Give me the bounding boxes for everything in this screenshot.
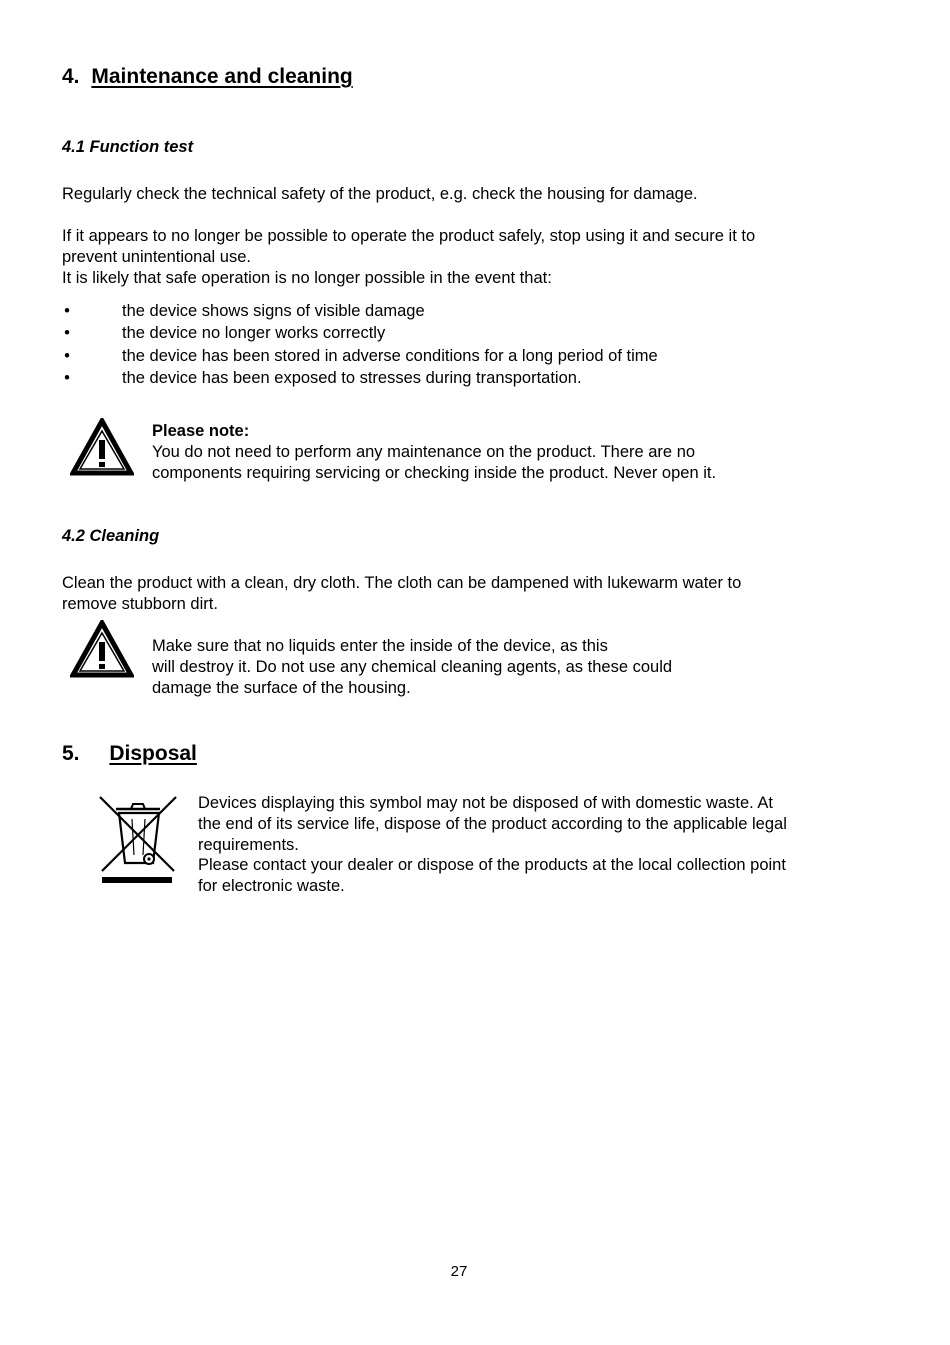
warning-line: Make sure that no liquids enter the inside of the device, as this: [152, 637, 608, 655]
bullet-list: [62, 300, 658, 389]
note-block: [152, 421, 716, 483]
section-number: 5.: [62, 742, 80, 765]
paragraph-line: for electronic waste.: [198, 877, 345, 896]
crossed-out-wheelie-bin-icon: [98, 795, 178, 885]
paragraph: [62, 573, 741, 615]
paragraph: [62, 226, 755, 288]
paragraph-line: Clean the product with a clean, dry cloth. The cloth can be dampened with lukewarm water to: [62, 574, 742, 592]
warning-triangle-icon: [70, 620, 134, 678]
disposal-text: [198, 793, 787, 897]
bullet-mark: •: [64, 302, 70, 320]
list-item-text: the device shows signs of visible damage: [122, 302, 425, 320]
list-item: [62, 345, 658, 367]
section-heading-disposal: [62, 741, 197, 767]
list-item-text: the device no longer works correctly: [122, 324, 386, 343]
page-number: 27: [450, 1263, 468, 1280]
section-number: 4.: [62, 65, 80, 88]
paragraph-line: the end of its service life, dispose of the product according to the applicable legal: [198, 814, 787, 833]
paragraph: Regularly check the technical safety of the product, e.g. check the housing for damage.: [62, 185, 698, 203]
list-item-text: the device has been exposed to stresses during transportation.: [122, 368, 582, 387]
section-heading-maintenance: [62, 64, 353, 90]
bullet-mark: •: [64, 368, 70, 387]
section-title: Maintenance and cleaning: [91, 65, 353, 88]
list-item: [62, 300, 658, 322]
paragraph-line: Devices displaying this symbol may not be disposed of with domestic waste. At: [198, 794, 774, 812]
paragraph-line: It is likely that safe operation is no longer possible in the event that:: [62, 268, 552, 287]
paragraph-line: If it appears to no longer be possible to operate the product safely, stop using it and secure it to: [62, 227, 756, 245]
note-line: You do not need to perform any maintenance on the product. There are no: [152, 442, 696, 461]
note-line: components requiring servicing or checking inside the product. Never open it.: [152, 463, 717, 482]
bullet-mark: •: [64, 346, 70, 365]
list-item-text: the device has been stored in adverse conditions for a long period of time: [122, 346, 658, 365]
warning-block: [152, 636, 672, 698]
paragraph-line: prevent unintentional use.: [62, 247, 251, 266]
warning-triangle-icon: [70, 418, 134, 476]
bullet-mark: •: [64, 324, 70, 343]
warning-line: damage the surface of the housing.: [152, 678, 411, 697]
subsection-heading-cleaning: 4.2 Cleaning: [62, 527, 160, 545]
paragraph-line: remove stubborn dirt.: [62, 594, 218, 613]
list-item: [62, 367, 658, 389]
paragraph-line: requirements.: [198, 835, 299, 854]
warning-line: will destroy it. Do not use any chemical cleaning agents, as these could: [152, 657, 673, 676]
subsection-heading-function-test: 4.1 Function test: [62, 138, 194, 156]
section-title: Disposal: [109, 742, 197, 765]
list-item: [62, 322, 658, 344]
note-label: Please note:: [152, 422, 250, 440]
paragraph-line: Please contact your dealer or dispose of the products at the local collection point: [198, 856, 786, 875]
